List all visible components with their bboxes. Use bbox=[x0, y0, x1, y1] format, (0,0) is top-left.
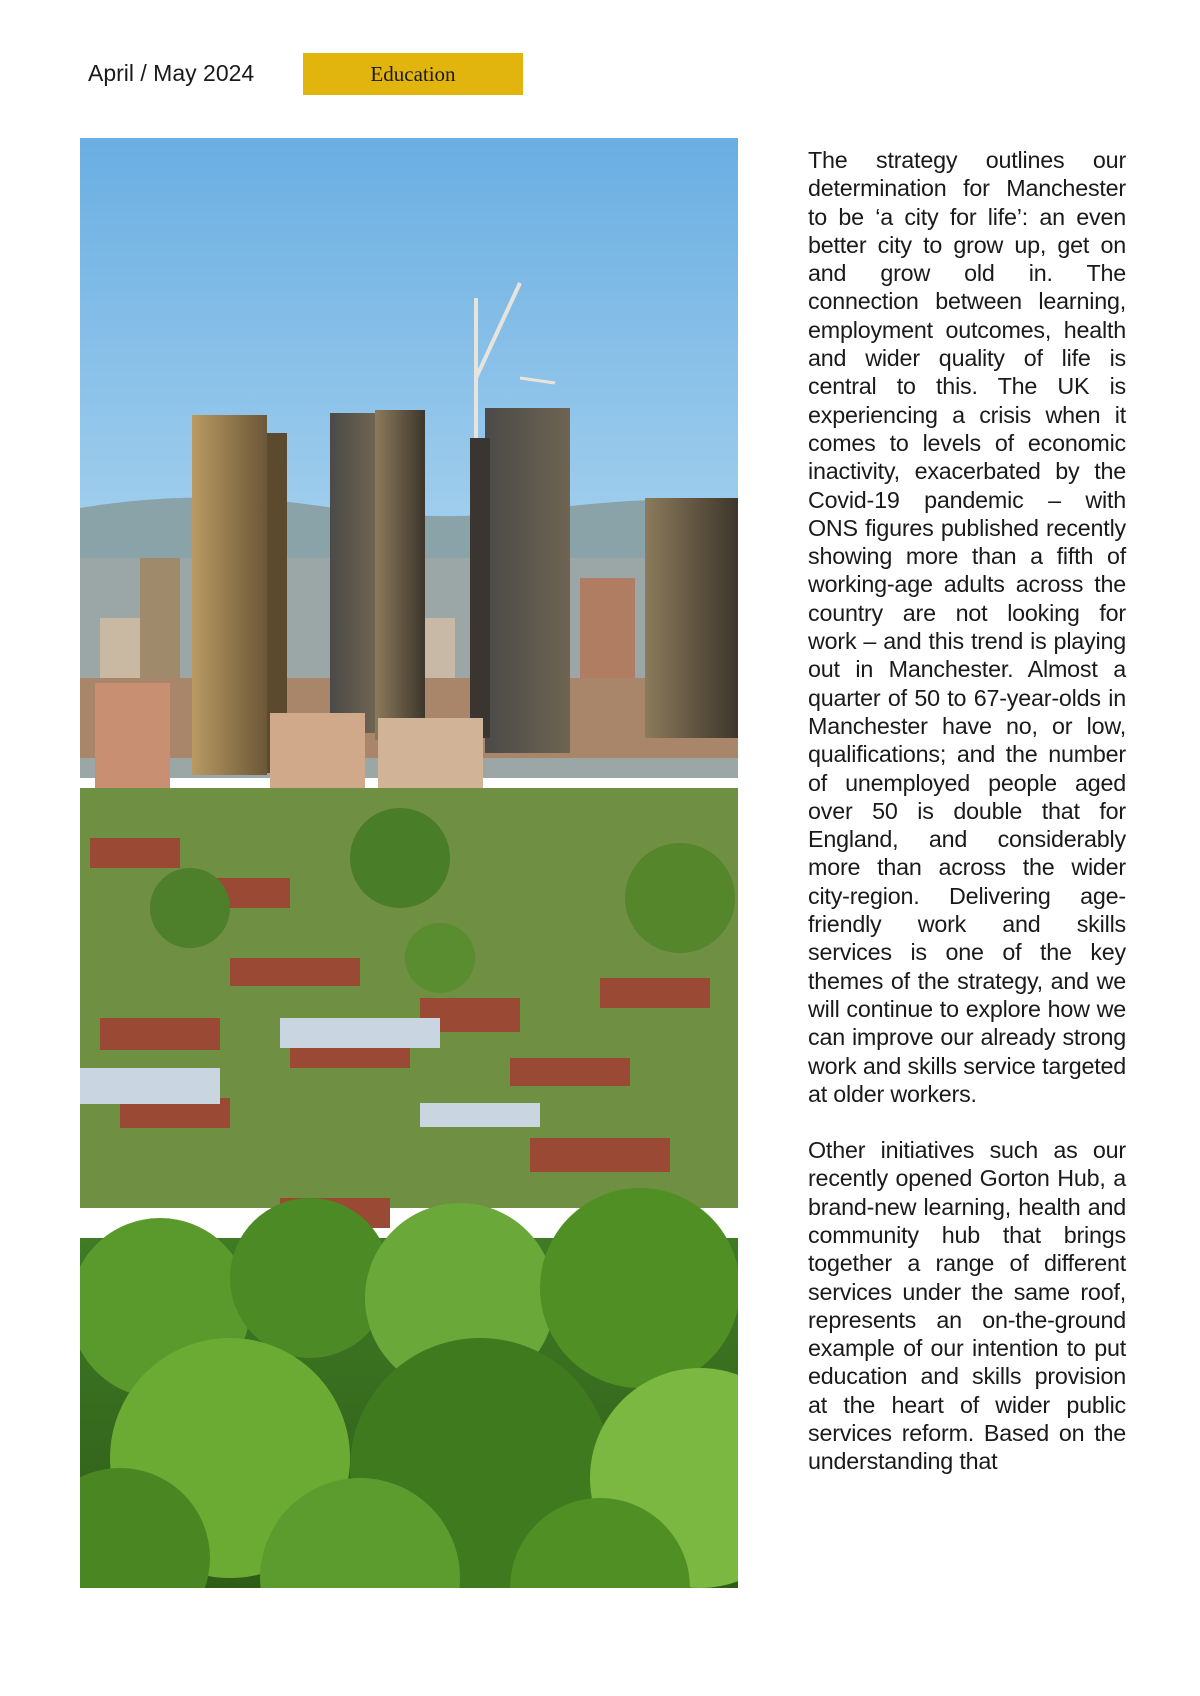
article-body bbox=[808, 146, 1126, 1504]
tower-4-side bbox=[470, 438, 490, 738]
tower-2 bbox=[330, 413, 375, 733]
article-paragraph: Other initiatives such as our recently opened Gorton Hub, a brand-new learning, health and community hub that brings together a range of different services under the same roof, represents an on-the-ground example of our intention to put education and skills provision at the heart of wider public services reform. Based on the understanding that bbox=[808, 1137, 1126, 1475]
tower-5 bbox=[645, 498, 738, 738]
tower-4 bbox=[485, 408, 570, 753]
article-paragraph: The strategy outlines our determination for Manchester to be ‘a city for life’: an even better city to grow up, get on and grow old in. The connection between learning, employment outcomes, health and wider quality of life is central to this. The UK is experiencing a crisis when it comes to levels of economic inactivity, exacerbated by the Covid-19 pandemic – with ONS figures published recently showing more than a fifth of working-age adults across the country are not looking for work – and this trend is playing out in Manchester. Almost a quarter of 50 to 67-year-olds in Manchester have no, or low, qualifications; and the number of unemployed people aged over 50 is double that for England, and considerably more than across the wider city-region. Delivering age-friendly work and skills services is one of the key themes of the strategy, and we will continue to explore how we can improve our already strong work and skills service targeted at older workers. bbox=[808, 147, 1126, 1107]
issue-date: April / May 2024 bbox=[88, 60, 255, 86]
tower-3 bbox=[375, 410, 425, 740]
manchester-skyline-photo bbox=[80, 138, 738, 1588]
section-badge: Education bbox=[303, 53, 523, 95]
tower-1 bbox=[192, 415, 267, 775]
